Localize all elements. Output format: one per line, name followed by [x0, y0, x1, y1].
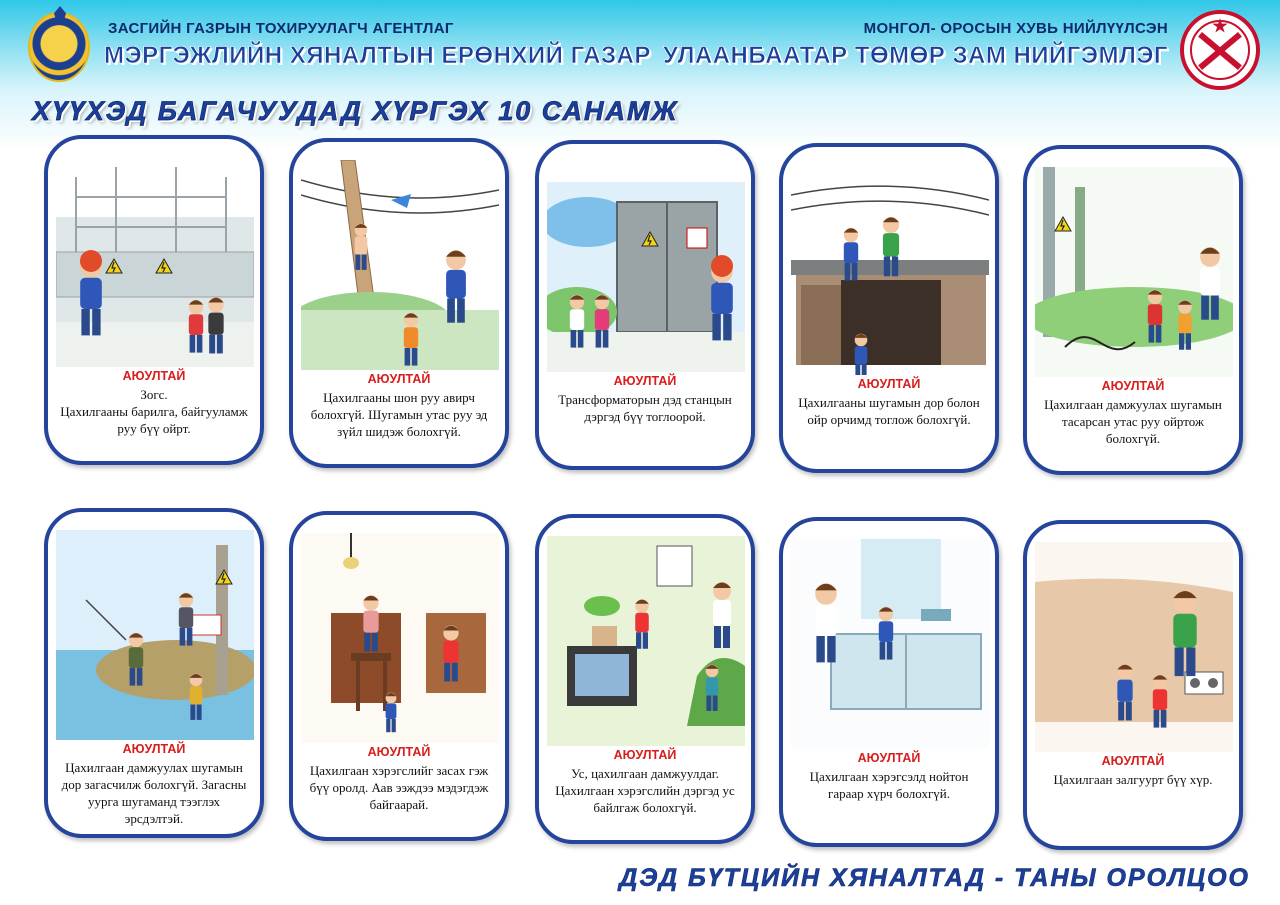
railway-logo-icon — [1180, 10, 1260, 90]
warning-label: АЮУЛТАЙ — [613, 374, 677, 388]
safety-card-9 — [779, 517, 999, 847]
warning-label: АЮУЛТАЙ — [857, 377, 921, 391]
safety-card-3 — [535, 140, 755, 470]
safety-text: Цахилгаан залгуурт бүү хүр. — [1053, 772, 1213, 787]
left-org-line1: ЗАСГИЙН ГАЗРЫН ТОХИРУУЛАГЧ АГЕНТЛАГ — [108, 20, 454, 37]
warning-label: АЮУЛТАЙ — [613, 748, 677, 762]
safety-text: Цахилгаан хэрэгслийг засах гэж бүү оролд. Аав ээждээ мэдэгдэж байгаарай. — [309, 763, 489, 812]
right-org-line1: МОНГОЛ- ОРОСЫН ХУВЬ НИЙЛҮҮЛСЭН — [863, 20, 1168, 37]
safety-card-8 — [535, 514, 755, 844]
scene-illustration-broken-wire — [1035, 167, 1233, 377]
safety-text: Цахилгаан дамжуулах шугамын дор загасчилж болохгүй. Загасны уурга шугаманд тээглэх эрсдэлтэй. — [61, 760, 247, 826]
safety-card-2 — [289, 138, 509, 468]
scene-illustration-tv-water — [547, 536, 745, 746]
safety-text: Цахилгаан хэрэгсэлд нойтон гараар хүрч болохгүй. — [809, 769, 969, 801]
warning-label: АЮУЛТАЙ — [367, 745, 431, 759]
warning-label: АЮУЛТАЙ — [857, 751, 921, 765]
header — [0, 0, 1280, 95]
left-org-line2: МЭРГЭЖЛИЙН ХЯНАЛТЫН ЕРӨНХИЙ ГАЗАР — [104, 42, 651, 69]
scene-illustration-garage-roof — [791, 165, 989, 375]
scene-illustration-socket — [1035, 542, 1233, 752]
safety-card-4 — [779, 143, 999, 473]
scene-illustration-lamp-repair — [301, 533, 499, 743]
warning-label: АЮУЛТАЙ — [367, 372, 431, 386]
warning-label: АЮУЛТАЙ — [1101, 754, 1165, 768]
scene-illustration-substation — [56, 157, 254, 367]
right-org-line2: УЛААНБААТАР ТӨМӨР ЗАМ НИЙГЭМЛЭГ — [662, 42, 1168, 69]
scene-illustration-transformer — [547, 162, 745, 372]
safety-text: Трансформаторын дэд станцын дэргэд бүү тоглоорой. — [558, 392, 732, 424]
safety-text: Цахилгааны шон руу авирч болохгүй. Шугамын утас руу эд зүйл шидэж болохгүй. — [310, 390, 488, 439]
safety-card-6 — [44, 508, 264, 838]
scene-illustration-wet-hands — [791, 539, 989, 749]
safety-text: Цахилгааны шугамын дор болон ойр орчимд тоглож болохгүй. — [798, 395, 980, 427]
scene-illustration-pole-climb — [301, 160, 499, 370]
safety-text: Зогс. Цахилгааны барилга, байгууламж руу бүү ойрт. — [60, 387, 248, 436]
safety-card-7 — [289, 511, 509, 841]
agency-emblem-icon — [28, 12, 90, 82]
footer-slogan: ДЭД БҮТЦИЙН ХЯНАЛТАД - ТАНЫ ОРОЛЦОО — [619, 864, 1250, 892]
warning-label: АЮУЛТАЙ — [1101, 379, 1165, 393]
safety-text: Цахилгаан дамжуулах шугамын тасарсан утас руу ойртож болохгүй. — [1044, 397, 1222, 446]
safety-card-1 — [44, 135, 264, 465]
safety-card-5 — [1023, 145, 1243, 475]
safety-text: Ус, цахилгаан дамжуулдаг. Цахилгаан хэрэгслийн дэргэд ус байлгаж болохгүй. — [555, 766, 735, 815]
page-title: ХҮҮХЭД БАГАЧУУДАД ХҮРГЭХ 10 САНАМЖ — [32, 96, 679, 126]
safety-card-10 — [1023, 520, 1243, 850]
warning-label: АЮУЛТАЙ — [122, 742, 186, 756]
scene-illustration-fishing — [56, 530, 254, 740]
warning-label: АЮУЛТАЙ — [122, 369, 186, 383]
